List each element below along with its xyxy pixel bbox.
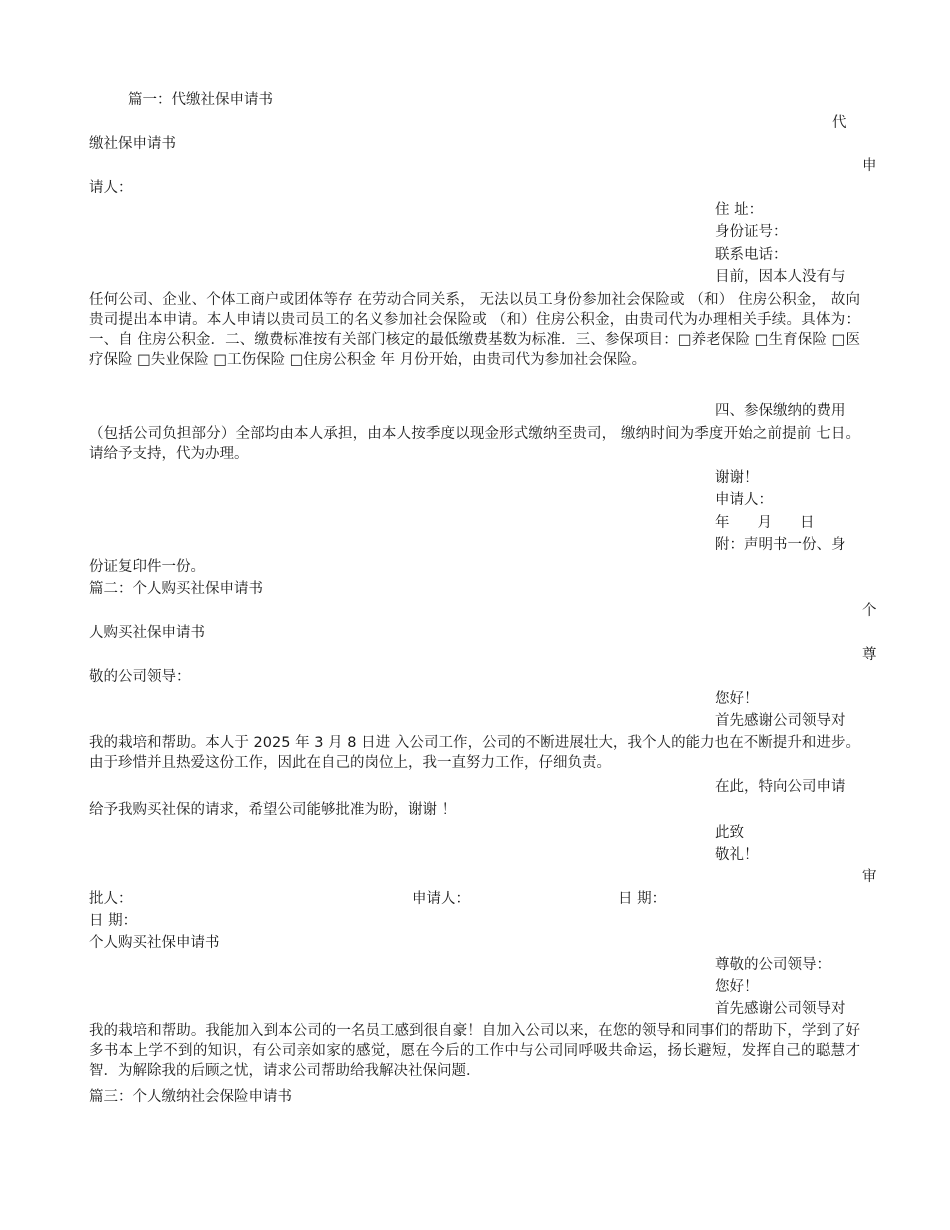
paragraph: 我的栽培和帮助。本人于 2025 年 3 月 8 日进 入公司工作，公司的不断进展壮大，我个人的能力也在不断提升和进步。由于珍惜并且热爱这份工作，因此在自己的岗位上，我一直努力工作，仔细负责。 — [89, 735, 860, 771]
section-title-1: 篇一：代缴社保申请书 — [128, 92, 273, 108]
approver-label: 批人： — [89, 891, 133, 907]
text-line: 给予我购买社保的请求，希望公司能够批准为盼，谢谢 ！ — [89, 802, 457, 818]
text-line: 尊敬的公司领导： — [715, 957, 831, 973]
paragraph-start: 首先感谢公司领导对 — [715, 713, 846, 729]
phone-label: 联系电话： — [715, 247, 788, 263]
applicant-label: 申请人： — [715, 492, 773, 508]
text-line: 请人： — [89, 180, 133, 196]
text-line: 您好！ — [715, 691, 759, 707]
text-line: 敬礼！ — [715, 847, 759, 863]
text-line: 尊 — [862, 647, 877, 663]
section-title-2: 篇二：个人购买社保申请书 — [89, 581, 263, 597]
section-title: 个人购买社保申请书 — [89, 935, 220, 951]
attachment-line: 份证复印件一份。 — [89, 559, 205, 575]
date-line — [715, 513, 815, 533]
address-label: 住 址： — [715, 202, 764, 218]
text-line: 敬的公司领导： — [89, 669, 191, 685]
section-title-3: 篇三：个人缴纳社会保险申请书 — [89, 1089, 292, 1105]
text-line: 您好！ — [715, 979, 759, 995]
text-line: 审 — [862, 869, 877, 885]
paragraph: （包括公司负担部分）全部均由本人承担，由本人按季度以现金形式缴纳至贵司， 缴纳时间为季度开始之前提前 七日。 请给予支持，代为办理。 — [89, 426, 860, 462]
text-line: 谢谢！ — [715, 470, 759, 486]
text-line: 代 — [832, 115, 847, 131]
date-month: 月 — [757, 515, 772, 531]
date-year: 年 — [715, 515, 730, 531]
paragraph: 任何公司、企业、个体工商户或团体等存 在劳动合同关系， 无法以员工身份参加社会保险或 （和） 住房公积金， 故向贵司提出本申请。本人申请以贵司员工的名义参加社会保险或 （和）住房公积金，由贵司代为办理相关手续。具体为： 一、自 住房公积金．二、缴费标准按有关部门核定的最低缴费基数为标准．三、参保项目：□养老保险 □生育保险 □医疗保险 □失业保险 □工伤保险 □住房公积金 年 月份开始，由贵司代为参加社会保险。 — [89, 292, 860, 368]
paragraph-start: 四、参保缴纳的费用 — [715, 403, 846, 419]
applicant-label: 申请人： — [412, 891, 470, 907]
id-number-label: 身份证号： — [715, 224, 788, 240]
paragraph-start: 在此，特向公司申请 — [715, 779, 846, 795]
text-line: 此致 — [715, 825, 744, 841]
text-line: 个 — [862, 603, 877, 619]
date-label: 日 期： — [89, 913, 138, 929]
text-line: 缴社保申请书 — [89, 136, 176, 152]
text-line: 人购买社保申请书 — [89, 625, 205, 641]
paragraph-start: 首先感谢公司领导对 — [715, 1001, 846, 1017]
attachment-line: 附：声明书一份、身 — [715, 537, 846, 553]
date-label: 日 期： — [618, 891, 667, 907]
paragraph: 我的栽培和帮助。我能加入到本公司的一名员工感到很自豪！自加入公司以来，在您的领导和同事们的帮助下，学到了好多书本上学不到的知识，有公司亲如家的感觉，愿在今后的工作中与公司同呼吸共命运，扬长避短，发挥自己的聪慧才智．为解除我的后顾之忧，请求公司帮助给我解决社保问题． — [89, 1023, 860, 1079]
date-day: 日 — [800, 515, 815, 531]
text-line: 申 — [862, 158, 877, 174]
paragraph-start: 目前，因本人没有与 — [715, 269, 846, 285]
